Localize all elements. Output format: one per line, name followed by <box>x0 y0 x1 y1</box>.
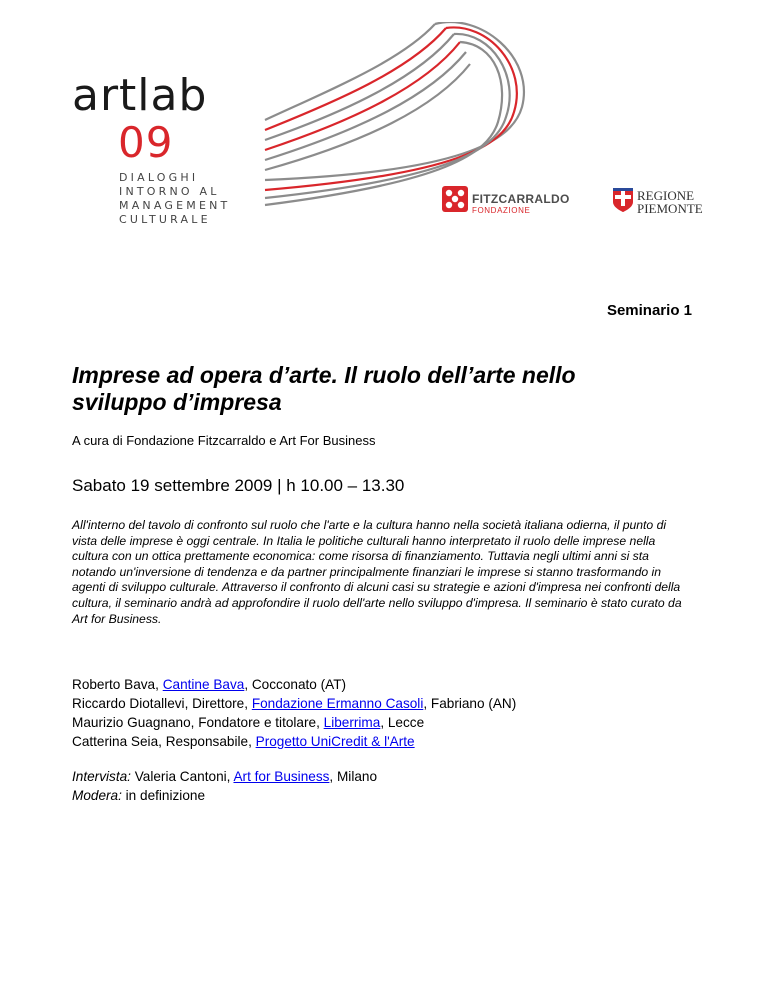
curator-line: A cura di Fondazione Fitzcarraldo e Art For Business <box>72 433 376 448</box>
speaker-line <box>72 735 415 749</box>
fitzcarraldo-sub: FONDAZIONE <box>472 206 531 215</box>
speaker-line <box>72 716 424 730</box>
fitzcarraldo-name: FITZCARRALDO <box>472 192 570 206</box>
regione-line-1: REGIONE <box>637 188 695 203</box>
interview-line <box>72 770 377 784</box>
speaker-text: Riccardo Diotallevi, Direttore, <box>72 696 252 711</box>
speaker-text: , Cocconato (AT) <box>244 677 347 692</box>
logo-artlab-word: artlab <box>72 70 208 121</box>
speaker-text: Roberto Bava, <box>72 677 163 692</box>
seminar-label: Seminario 1 <box>606 302 692 319</box>
speaker-text: Catterina Seia, Responsabile, <box>72 734 256 749</box>
logo-tagline-4: CULTURALE <box>119 213 211 226</box>
interview-link-art-for-business[interactable]: Art for Business <box>233 769 330 784</box>
speaker-link-unicredit[interactable]: Progetto UniCredit & l'Arte <box>255 734 415 749</box>
speaker-text: , Lecce <box>380 715 425 730</box>
moderator-line <box>72 789 205 803</box>
speaker-link-liberrima[interactable]: Liberrima <box>323 715 381 730</box>
fitzcarraldo-logo-icon <box>442 186 468 212</box>
page-title: Imprese ad opera d’arte. Il ruolo dell’arte nello sviluppo d’impresa <box>72 362 576 415</box>
speaker-text: , Fabriano (AN) <box>423 696 517 711</box>
speaker-link-cantine-bava[interactable]: Cantine Bava <box>162 677 245 692</box>
interview-label: Intervista: <box>72 769 131 784</box>
moderator-text: in definizione <box>121 788 206 803</box>
regione-piemonte-shield-icon <box>613 188 633 212</box>
speaker-line <box>72 697 516 711</box>
description-paragraph: All'interno del tavolo di confronto sul ruolo che l'arte e la cultura hanno nella società italiana odierna, il punto di vista delle imprese è oggi centrale. In Italia le politiche culturali hanno interpretato il ruolo delle imprese nella cultura con un ottica prettamente economica: come risorsa di finanziamento. Tuttavia negli ultimi anni si sta notando un'inversione di tendenza e da partner principalmente finanziari le imprese si stanno trasformando in agenti di sviluppo culturale. Attraverso il confronto di alcuni casi su strategie e azioni d'impresa nei confronti della cultura, il seminario andrà ad approfondire il ruolo dell'arte nello sviluppo d'impresa. Il seminario è stato curato da Art for Business. <box>72 518 682 626</box>
speaker-link-fondazione-casoli[interactable]: Fondazione Ermanno Casoli <box>251 696 424 711</box>
speaker-line <box>72 678 346 692</box>
regione-line-2: PIEMONTE <box>637 201 703 216</box>
interview-text: Valeria Cantoni, <box>130 769 234 784</box>
logo-tagline-2: INTORNO AL <box>119 185 220 198</box>
logo-number: 09 <box>118 118 174 167</box>
speaker-text: Maurizio Guagnano, Fondatore e titolare, <box>72 715 324 730</box>
interview-text: , Milano <box>329 769 378 784</box>
moderator-label: Modera: <box>72 788 122 803</box>
logo-tagline-3: MANAGEMENT <box>119 199 231 212</box>
date-line: Sabato 19 settembre 2009 | h 10.00 – 13.30 <box>72 476 405 495</box>
logo-tagline-1: DIALOGHI <box>119 171 199 184</box>
ribbon-graphic <box>230 22 530 212</box>
